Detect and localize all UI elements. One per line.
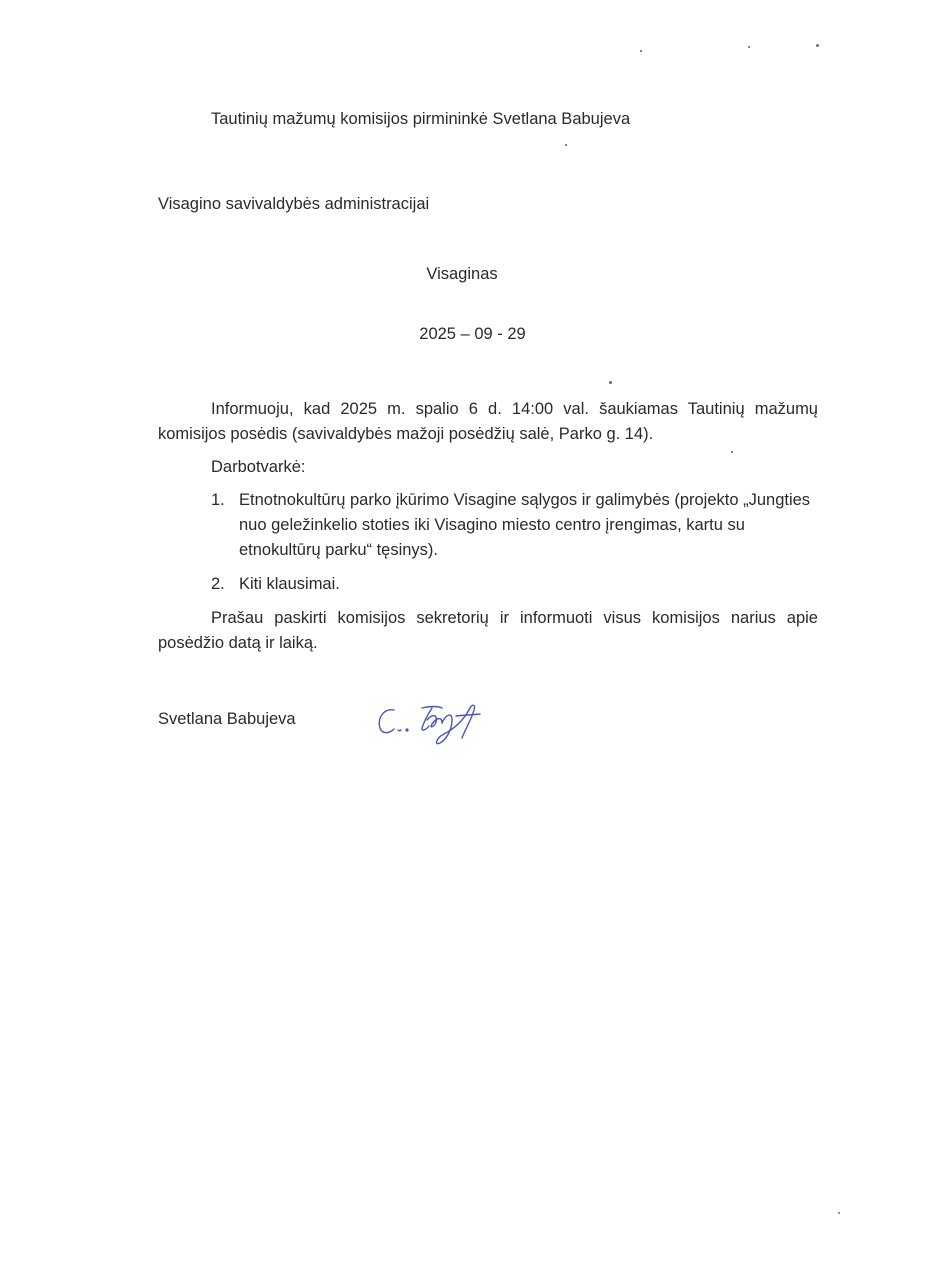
recipient-line: Visagino savivaldybės administracijai — [158, 195, 430, 213]
intro-paragraph: Informuoju, kad 2025 m. spalio 6 d. 14:00 val. šaukiamas Tautinių mažumų komisijos posėdis (savivaldybės mažoji posėdžių salė, Parko g. 14). — [158, 400, 818, 443]
date-line — [0, 325, 931, 344]
scan-speck — [565, 144, 567, 146]
request-paragraph: Prašau paskirti komisijos sekretorių ir informuoti visus komisijos narius apie posėdžio datą ir laiką. — [158, 609, 818, 652]
agenda-item-number: 1. — [211, 491, 225, 509]
sender-line: Tautinių mažumų komisijos pirmininkė Svetlana Babujeva — [211, 110, 631, 128]
agenda-list — [158, 488, 818, 597]
scan-speck — [731, 451, 733, 453]
letter-body — [158, 397, 818, 656]
scan-speck — [816, 44, 819, 47]
scan-speck — [748, 46, 750, 48]
agenda-item-text: Kiti klausimai. — [239, 575, 340, 593]
place-text: Visaginas — [426, 265, 498, 283]
handwritten-signature-icon — [372, 696, 502, 756]
agenda-item — [158, 572, 818, 597]
agenda-item-number: 2. — [211, 575, 225, 593]
date-text: 2025 – 09 - 29 — [419, 325, 526, 343]
place-line — [0, 265, 931, 284]
scan-speck — [609, 381, 612, 384]
agenda-item-text: Etnotnokultūrų parko įkūrimo Visagine sąlygos ir galimybės (projekto „Jungties nuo geležinkelio stoties iki Visagino miesto centro įrengimas, kartu su etnokultūrų parku“ tęsinys). — [239, 491, 811, 559]
scan-speck — [838, 1212, 840, 1214]
scan-speck — [640, 50, 642, 52]
agenda-label: Darbotvarkė: — [211, 458, 306, 476]
signer-name: Svetlana Babujeva — [158, 710, 296, 728]
agenda-item — [158, 488, 818, 563]
